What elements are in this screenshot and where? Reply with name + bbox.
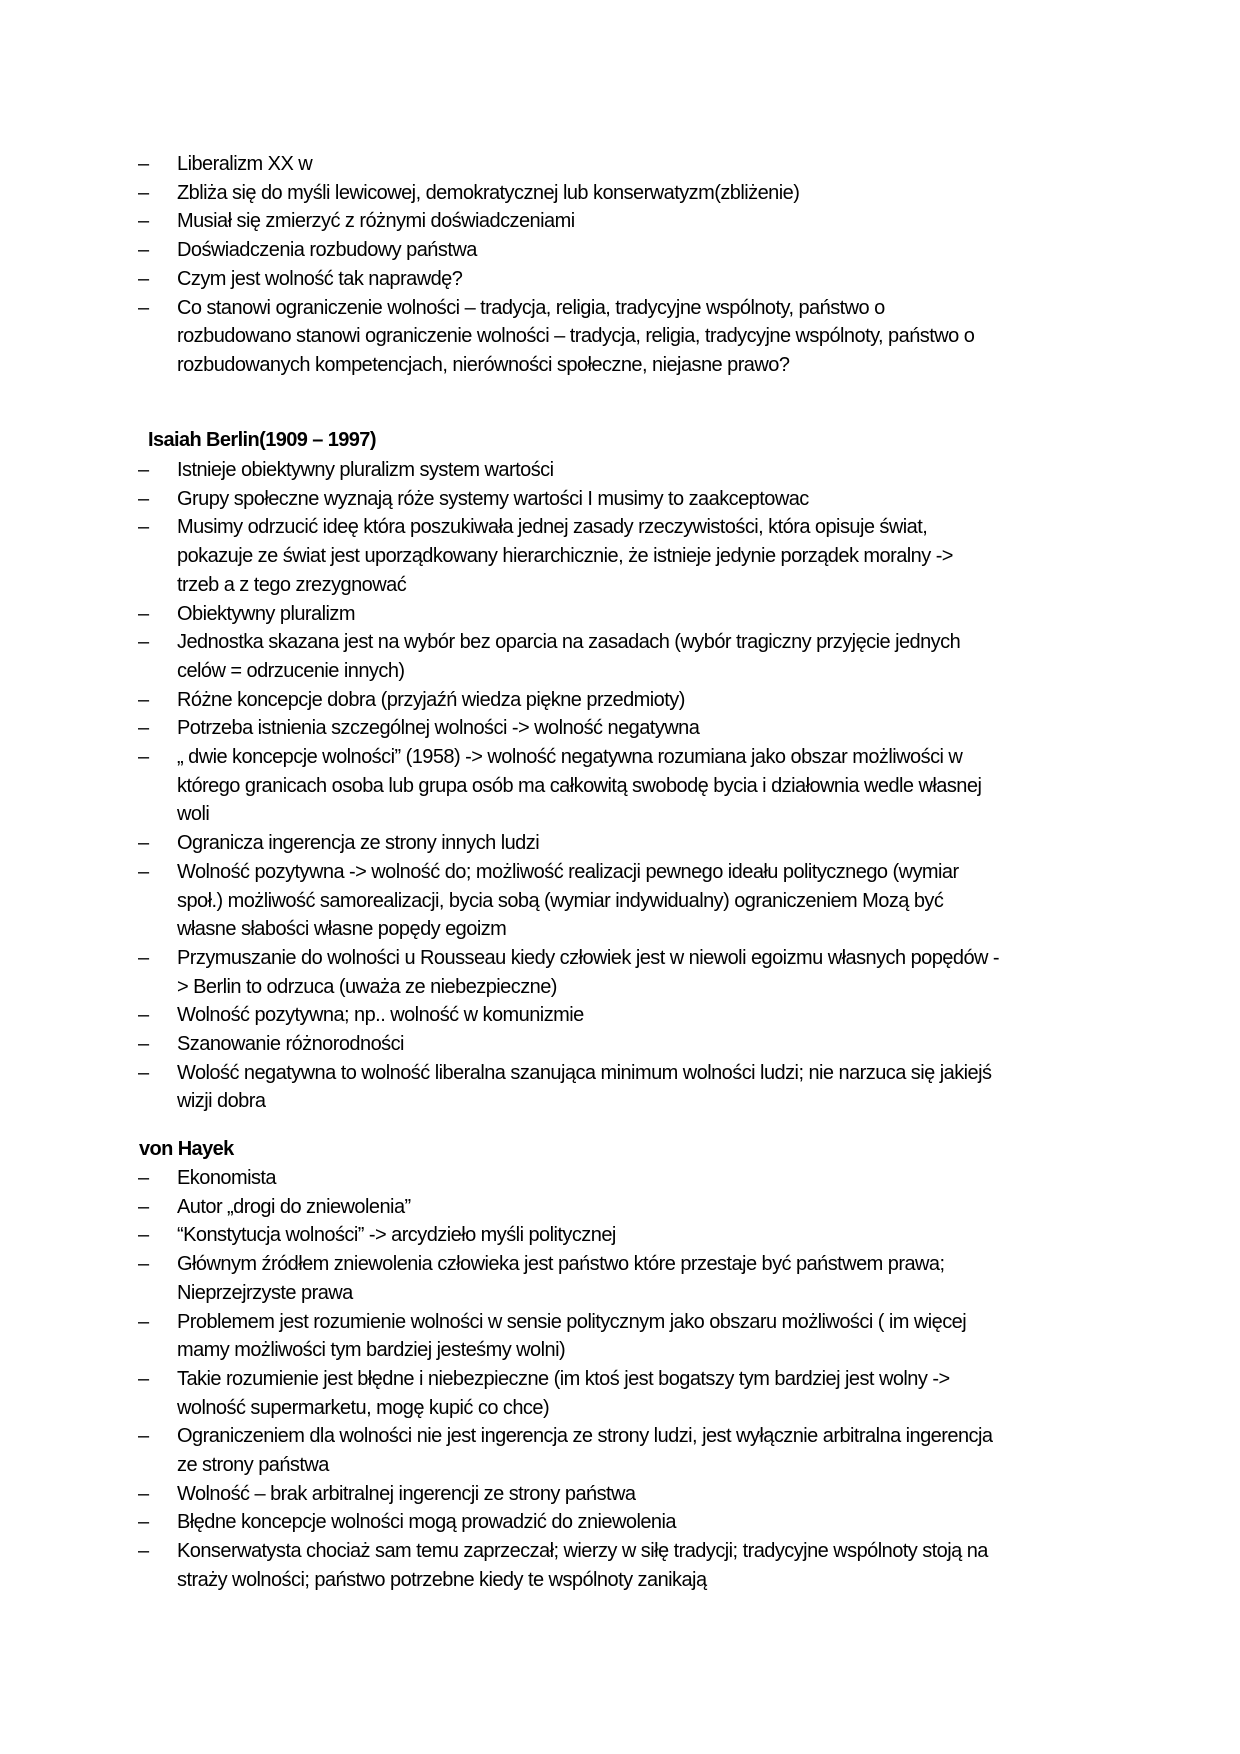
- list-item: [0, 743, 1240, 829]
- list-item-text: Wolność pozytywna -> wolność do; możliwość realizacji pewnego ideału politycznego (wymiar: [177, 860, 959, 883]
- list-item: [0, 485, 1240, 514]
- list-item-text: Musiał się zmierzyć z różnymi doświadczeniami: [177, 210, 575, 233]
- list-item: [0, 1059, 1240, 1116]
- dash-bullet-icon: –: [138, 459, 150, 481]
- list-item: [0, 265, 1240, 294]
- dash-bullet-icon: –: [138, 946, 150, 969]
- section-liberalism: [0, 150, 1240, 380]
- list-item: [0, 628, 1240, 685]
- dash-bullet-icon: –: [138, 832, 150, 855]
- list-item: [0, 1221, 1240, 1250]
- list-item-text: woli: [177, 803, 210, 826]
- list-item: [0, 1308, 1240, 1365]
- list-item-text: Co stanowi ograniczenie wolności – tradycja, religia, tradycyjne wspólnoty, państwo o: [177, 296, 885, 319]
- list-item: [0, 714, 1240, 743]
- section-von-hayek: [0, 1135, 1240, 1595]
- list-item: [0, 944, 1240, 1001]
- list-item-text: > Berlin to odrzuca (uważa ze niebezpieczne): [177, 975, 557, 998]
- list-item-text: wizji dobra: [177, 1090, 266, 1113]
- section-heading: von Hayek: [139, 1138, 234, 1160]
- list-item-text: Autor „drogi do zniewolenia”: [177, 1195, 411, 1218]
- list-item-text: Zbliża się do myśli lewicowej, demokratycznej lub konserwatyzm(zbliżenie): [177, 181, 800, 204]
- bullet-list: [0, 426, 1240, 1116]
- dash-bullet-icon: –: [138, 487, 150, 510]
- list-item: [0, 207, 1240, 236]
- list-item-text: Potrzeba istnienia szczególnej wolności -> wolność negatywna: [177, 717, 700, 740]
- dash-bullet-icon: –: [138, 1195, 150, 1218]
- dash-bullet-icon: –: [138, 860, 150, 883]
- dash-bullet-icon: –: [138, 1253, 150, 1276]
- list-item-text: „ dwie koncepcje wolności” (1958) -> wolność negatywna rozumiana jako obszar możliwości w: [177, 746, 963, 769]
- list-item-text: Ogranicza ingerencja ze strony innych ludzi: [177, 832, 540, 855]
- list-item-text: Jednostka skazana jest na wybór bez oparcia na zasadach (wybór tragiczny przyjęcie jednych: [177, 631, 961, 654]
- list-item-text: wolność supermarketu, mogę kupić co chce): [177, 1396, 550, 1419]
- dash-bullet-icon: –: [138, 181, 150, 204]
- list-item-text: Czym jest wolność tak naprawdę?: [177, 267, 463, 290]
- section-isaiah-berlin: [0, 426, 1240, 1116]
- list-item: [0, 179, 1240, 208]
- list-item-text: rozbudowano stanowi ograniczenie wolności – tradycja, religia, tradycyjne wspólnoty, państwo o: [177, 325, 975, 348]
- dash-bullet-icon: –: [138, 1482, 150, 1505]
- dash-bullet-icon: –: [138, 267, 150, 290]
- list-item-text: Ekonomista: [177, 1167, 276, 1189]
- dash-bullet-icon: –: [138, 1061, 150, 1084]
- list-item: [0, 1480, 1240, 1509]
- dash-bullet-icon: –: [138, 296, 150, 319]
- list-item-text: Musimy odrzucić ideę która poszukiwała jednej zasady rzeczywistości, która opisuje świat,: [177, 516, 928, 539]
- list-item: [0, 1365, 1240, 1422]
- dash-bullet-icon: –: [138, 1540, 150, 1563]
- list-item: [0, 829, 1240, 858]
- list-item-text: Wolność – brak arbitralnej ingerencji ze strony państwa: [177, 1482, 636, 1505]
- list-item: [0, 1164, 1240, 1193]
- list-item: [0, 294, 1240, 380]
- list-item-text: Nieprzejrzyste prawa: [177, 1281, 353, 1304]
- dash-bullet-icon: –: [138, 1004, 150, 1027]
- list-item-text: Szanowanie różnorodności: [177, 1033, 404, 1056]
- list-item-text: Różne koncepcje dobra (przyjaźń wiedza piękne przedmioty): [177, 688, 685, 711]
- section-heading: Isaiah Berlin(1909 – 1997): [148, 429, 376, 451]
- dash-bullet-icon: –: [138, 1310, 150, 1333]
- list-item-text: Obiektywny pluralizm: [177, 602, 355, 625]
- list-item-text: ze strony państwa: [177, 1454, 329, 1477]
- list-item-text: Istnieje obiektywny pluralizm system wartości: [177, 459, 554, 481]
- dash-bullet-icon: –: [138, 1167, 150, 1189]
- list-item-text: Grupy społeczne wyznają róże systemy wartości I musimy to zaakceptowac: [177, 487, 809, 510]
- list-item-text: Wolność pozytywna; np.. wolność w komunizmie: [177, 1004, 584, 1027]
- list-item: [0, 1193, 1240, 1222]
- list-item-text: społ.) możliwość samorealizacji, bycia sobą (wymiar indywidualny) ograniczeniem Mozą być: [177, 889, 944, 912]
- dash-bullet-icon: –: [138, 717, 150, 740]
- list-item: [0, 150, 1240, 179]
- list-item: [0, 858, 1240, 944]
- list-item-text: pokazuje ze świat jest uporządkowany hierarchicznie, że istnieje jedynie porządek moralny ->: [177, 545, 953, 568]
- list-item: [0, 236, 1240, 265]
- list-item: [0, 1030, 1240, 1059]
- list-item: [0, 1537, 1240, 1594]
- bullet-list: [0, 150, 1240, 380]
- list-item: [0, 1422, 1240, 1479]
- list-item: [0, 1001, 1240, 1030]
- dash-bullet-icon: –: [138, 688, 150, 711]
- dash-bullet-icon: –: [138, 1367, 150, 1390]
- list-item-text: Doświadczenia rozbudowy państwa: [177, 239, 477, 262]
- list-item: [0, 1250, 1240, 1307]
- list-item: [0, 513, 1240, 599]
- bullet-list: [0, 1135, 1240, 1595]
- dash-bullet-icon: –: [138, 1425, 150, 1448]
- dash-bullet-icon: –: [138, 516, 150, 539]
- list-item: [0, 686, 1240, 715]
- dash-bullet-icon: –: [138, 1511, 150, 1534]
- list-item-text: trzeb a z tego zrezygnować: [177, 573, 407, 596]
- list-item-text: Konserwatysta chociaż sam temu zaprzeczał; wierzy w siłę tradycji; tradycyjne wspólnoty stoją na: [177, 1540, 988, 1563]
- list-item-text: Liberalizm XX w: [177, 153, 313, 175]
- list-item-text: Błędne koncepcje wolności mogą prowadzić do zniewolenia: [177, 1511, 676, 1534]
- list-item: [0, 600, 1240, 629]
- list-item-text: Ograniczeniem dla wolności nie jest ingerencja ze strony ludzi, jest wyłącznie arbitralna ingerencja: [177, 1425, 993, 1448]
- dash-bullet-icon: –: [138, 239, 150, 262]
- dash-bullet-icon: –: [138, 602, 150, 625]
- list-item-text: własne słabości własne popędy egoizm: [177, 918, 507, 941]
- list-item-text: rozbudowanych kompetencjach, nierówności społeczne, niejasne prawo?: [177, 353, 790, 376]
- list-item-text: “Konstytucja wolności” -> arcydzieło myśli politycznej: [177, 1224, 616, 1247]
- list-item-text: mamy możliwości tym bardziej jesteśmy wolni): [177, 1339, 566, 1362]
- dash-bullet-icon: –: [138, 153, 150, 175]
- dash-bullet-icon: –: [138, 746, 150, 769]
- list-item: [0, 1508, 1240, 1537]
- dash-bullet-icon: –: [138, 1224, 150, 1247]
- list-item-text: którego granicach osoba lub grupa osób ma całkowitą swobodę bycia i działownia wedle własnej: [177, 774, 982, 797]
- dash-bullet-icon: –: [138, 1033, 150, 1056]
- list-item-text: Wolość negatywna to wolność liberalna szanująca minimum wolności ludzi; nie narzuca się jakiejś: [177, 1061, 992, 1084]
- list-item-text: celów = odrzucenie innych): [177, 659, 405, 682]
- list-item-text: Głównym źródłem zniewolenia człowieka jest państwo które przestaje być państwem prawa;: [177, 1253, 945, 1276]
- dash-bullet-icon: –: [138, 631, 150, 654]
- dash-bullet-icon: –: [138, 210, 150, 233]
- list-item: [0, 456, 1240, 485]
- list-item-text: Takie rozumienie jest błędne i niebezpieczne (im ktoś jest bogatszy tym bardziej jest wolny ->: [177, 1367, 950, 1390]
- list-item-text: straży wolności; państwo potrzebne kiedy te wspólnoty zanikają: [177, 1568, 707, 1591]
- list-item-text: Przymuszanie do wolności u Rousseau kiedy człowiek jest w niewoli egoizmu własnych popędów -: [177, 946, 1000, 969]
- list-item-text: Problemem jest rozumienie wolności w sensie politycznym jako obszaru możliwości ( im więcej: [177, 1310, 967, 1333]
